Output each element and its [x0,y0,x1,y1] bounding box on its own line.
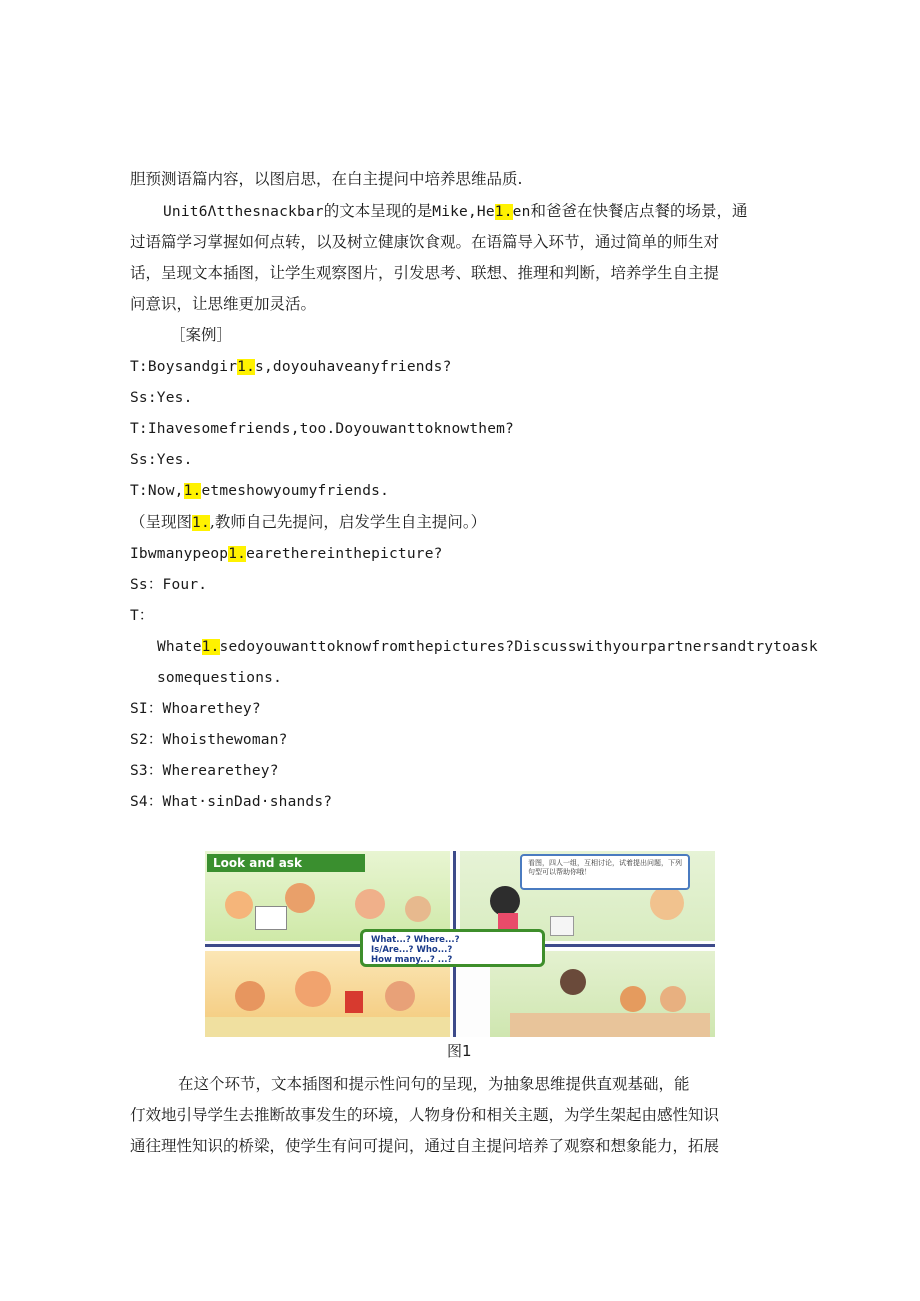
text-span: Mike,He [432,204,495,220]
paragraph-line: 胆预测语篇内容，以图启思，在白主提问中培养思维品质. [130,170,523,188]
dialogue-line: S4：What·sinDad·shands? [130,794,333,810]
text-span: Ibwmanypeop [130,546,229,562]
person-figure [225,891,253,919]
highlight-mark: 1. [201,639,220,655]
dialogue-line: S2：Whoisthewoman? [130,732,288,748]
dialogue-line [130,356,452,378]
case-label: ［案例］ [170,326,233,344]
table-surface [205,1017,450,1037]
person-figure [285,883,315,913]
text-span: en [512,204,531,220]
paragraph-line: 在这个环节，文本插图和提示性问句的呈现，为抽象思维提供直观基础，能 [178,1075,690,1093]
dialogue-line: Ss：Four. [130,577,208,593]
figure-illustration [205,851,715,1037]
person-figure [560,969,586,995]
text-span: ,教师自己先提问，启发学生自主提问。） [209,513,487,531]
text-span: sedoyouwanttoknowfromthepictures?Discusswithyourpartnersandtrytoask [219,639,818,655]
text-span: s,doyouhaveanyfriends? [255,359,452,375]
dialogue-line [130,543,443,565]
text-span: 和爸爸在快餐店点餐的场景，通 [530,202,748,220]
menu-card [345,991,363,1013]
prompt-line: What...? Where...? [371,935,460,945]
question-prompts-box [360,929,545,967]
prompt-line: Is/Are...? Who...? [371,945,453,955]
prompt-line: How many...? ...? [371,955,453,965]
highlight-mark: 1. [494,204,513,220]
paragraph-line: 话，呈现文本插图，让学生观察图片，引发思考、联想、推理和判断，培养学生自主提 [130,264,720,282]
dialogue-line [130,480,389,502]
highlight-mark: 1. [228,546,247,562]
paragraph-line: 仃效地引导学生去推断故事发生的环境，人物身份和相关主题，为学生架起由感性知识 [130,1106,720,1124]
paragraph-line: 通往理性知识的桥梁，使学生有问可提问，通过自主提问培养了观察和想象能力，拓展 [130,1137,720,1155]
text-span: T:Now, [130,483,184,499]
highlight-mark: 1. [237,359,256,375]
person-figure [490,886,520,916]
text-span: etmeshowyoumyfriends. [201,483,389,499]
dialogue-line: T:Ihavesomefriends,too.Doyouwanttoknowthem? [130,421,514,437]
paragraph-line: 问意识，让思维更加灵活。 [130,295,317,313]
highlight-mark: 1. [183,483,202,499]
text-span: earethereinthepicture? [246,546,443,562]
person-figure [295,971,331,1007]
dialogue-line: Ss:Yes. [130,390,193,406]
person-figure [405,896,431,922]
highlight-mark: 1. [192,515,210,531]
dialogue-line: T： [130,608,154,624]
paragraph-line [163,200,748,223]
table-surface [510,1013,710,1037]
dialogue-line: S3：Wherearethey? [130,763,279,779]
dialogue-line [157,636,818,658]
person-figure [355,889,385,919]
person-figure [385,981,415,1011]
person-figure [650,886,684,920]
dialogue-line: SI：Whoarethey? [130,701,261,717]
text-span: Whate [157,639,202,655]
paragraph-line: 过语篇学习掌握如何点转，以及树立健康饮食观。在语篇导入环节，通过简单的师生对 [130,233,720,251]
paper-sheet [550,916,574,936]
dialogue-line: somequestions. [157,670,283,686]
figure-tag: Look and ask [207,854,365,872]
text-span: Unit6Λtthesnackbar [163,204,324,220]
figure-caption: 图1 [447,1042,472,1060]
person-figure [235,981,265,1011]
person-figure [620,986,646,1012]
text-span: T:Boysandgir [130,359,238,375]
speech-bubble: 看图，四人一组，互相讨论，试着提出问题，下列句型可以帮助你哦！ [520,854,690,890]
text-span: 的文本呈现的是 [323,202,433,220]
person-figure [660,986,686,1012]
photo-frame [255,906,287,930]
dialogue-note [130,511,486,534]
text-span: （呈现图 [130,513,193,531]
dialogue-line: Ss:Yes. [130,452,193,468]
